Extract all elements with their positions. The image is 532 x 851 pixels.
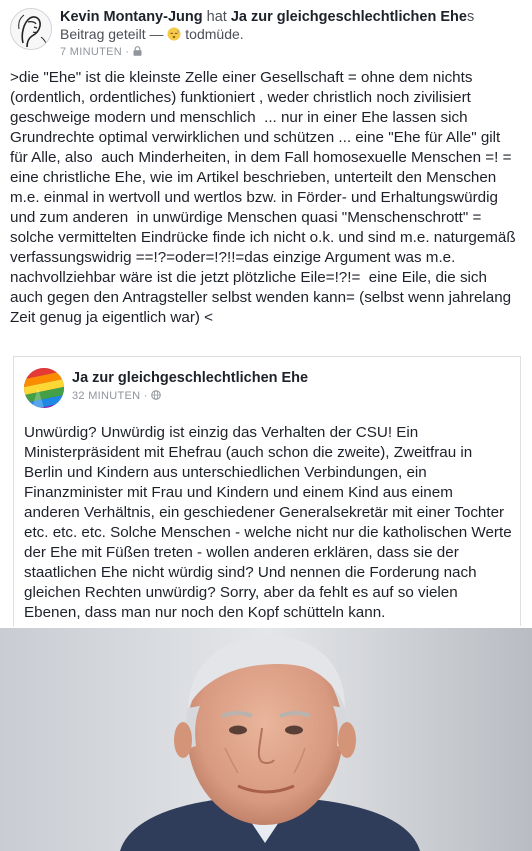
author-name-link[interactable]: Kevin Montany-Jung xyxy=(60,9,203,25)
shared-page-link[interactable]: Ja zur gleichgeschlechtlichen Ehe xyxy=(230,9,467,25)
shared-post-text: Unwürdig? Unwürdig ist einzig das Verhalten der CSU! Ein Ministerpräsident mit Ehefrau (auch schon die zweite), Zweitfrau in Berlin und Kindern aus unterschiedlichen Verbindungen, ein Finanzminister mit Frau und Kindern und einem Kind aus einem anderen Verhältnis, ein geschiedener Generalsekretär mit einer Tochter etc. etc. etc. Solche Menschen - welche nicht nur die katholischen Werte der Ehe mit Füßen treten - wollen anderen erklären, dass sie der staatlichen Ehe nicht würdig sind? Und nennen die Forderung nach gleichen Rechten unwürdig? Sorry, aber da fehlt es auf so vielen Ebenen, dass man nur noch den Kopf schütteln kann. xyxy=(24,424,516,621)
shared-page-suffix: s xyxy=(466,9,475,25)
meta-separator: · xyxy=(125,46,130,58)
post-header xyxy=(0,0,532,64)
feeling-label: todmüde. xyxy=(185,26,244,42)
shared-post-meta xyxy=(72,389,161,403)
lock-icon[interactable] xyxy=(133,46,142,56)
rainbow-flag-icon xyxy=(24,368,64,408)
post-body-text: >die "Ehe" ist die kleinste Zelle einer Gesellschaft = ohne dem nichts (ordentlich, ordentliches) funktioniert , weder christlich noch zivilisiert geschweige modern und menschlich ... nur in einer Ehe lassen sich Grundrechte optimal verwirklichen und schützen ... eine "Ehe für Alle" gilt für Alle, also auch Minderheiten, in dem Fall homosexuelle Menschen =! = eine christliche Ehe, wie im Artikel beschrieben, unterteilt den Menschen m.e. einmal in wertvoll und wertlos bzw. in Förder- und Erhaltungswürdig und zum anderen in unwürdige Menschen quasi "Menschenschrott" = solche vermittelten Eindrücke finde ich nicht o.k. und sind m.e. naturgemäß verfassungswidrig ==!?=oder=!?!!=das einzige Argument was m.e. nachvollziehbar wäre ist die jetzt plötzliche Eile=!?!= eine Eile, die sich auch gegen den Antragsteller selbst wenden kann= (selbst wenn jahrelang Zeit genug ja eigentlich war) < xyxy=(10,69,520,326)
post-timestamp[interactable]: 7 MINUTEN xyxy=(60,46,122,58)
shared-photo-portrait[interactable] xyxy=(0,628,532,851)
rainbow-flag-page-avatar[interactable] xyxy=(24,368,64,408)
shared-page-name[interactable]: Ja zur gleichgeschlechtlichen Ehe xyxy=(72,370,309,386)
sketch-portrait-icon xyxy=(11,9,51,49)
globe-icon[interactable] xyxy=(151,390,161,400)
author-avatar[interactable] xyxy=(10,8,52,50)
header-verb: hat xyxy=(206,9,227,25)
shared-post-card[interactable] xyxy=(13,356,521,626)
post-header-title xyxy=(60,9,474,26)
shared-post-timestamp[interactable]: 32 MINUTEN xyxy=(72,390,141,402)
man-portrait-image xyxy=(0,628,532,851)
meta-separator: · xyxy=(143,390,148,402)
sleepy-face-icon xyxy=(167,27,181,41)
status-prefix: Beitrag geteilt — xyxy=(60,26,164,42)
post-meta xyxy=(60,45,142,59)
post-status-line xyxy=(60,26,244,43)
